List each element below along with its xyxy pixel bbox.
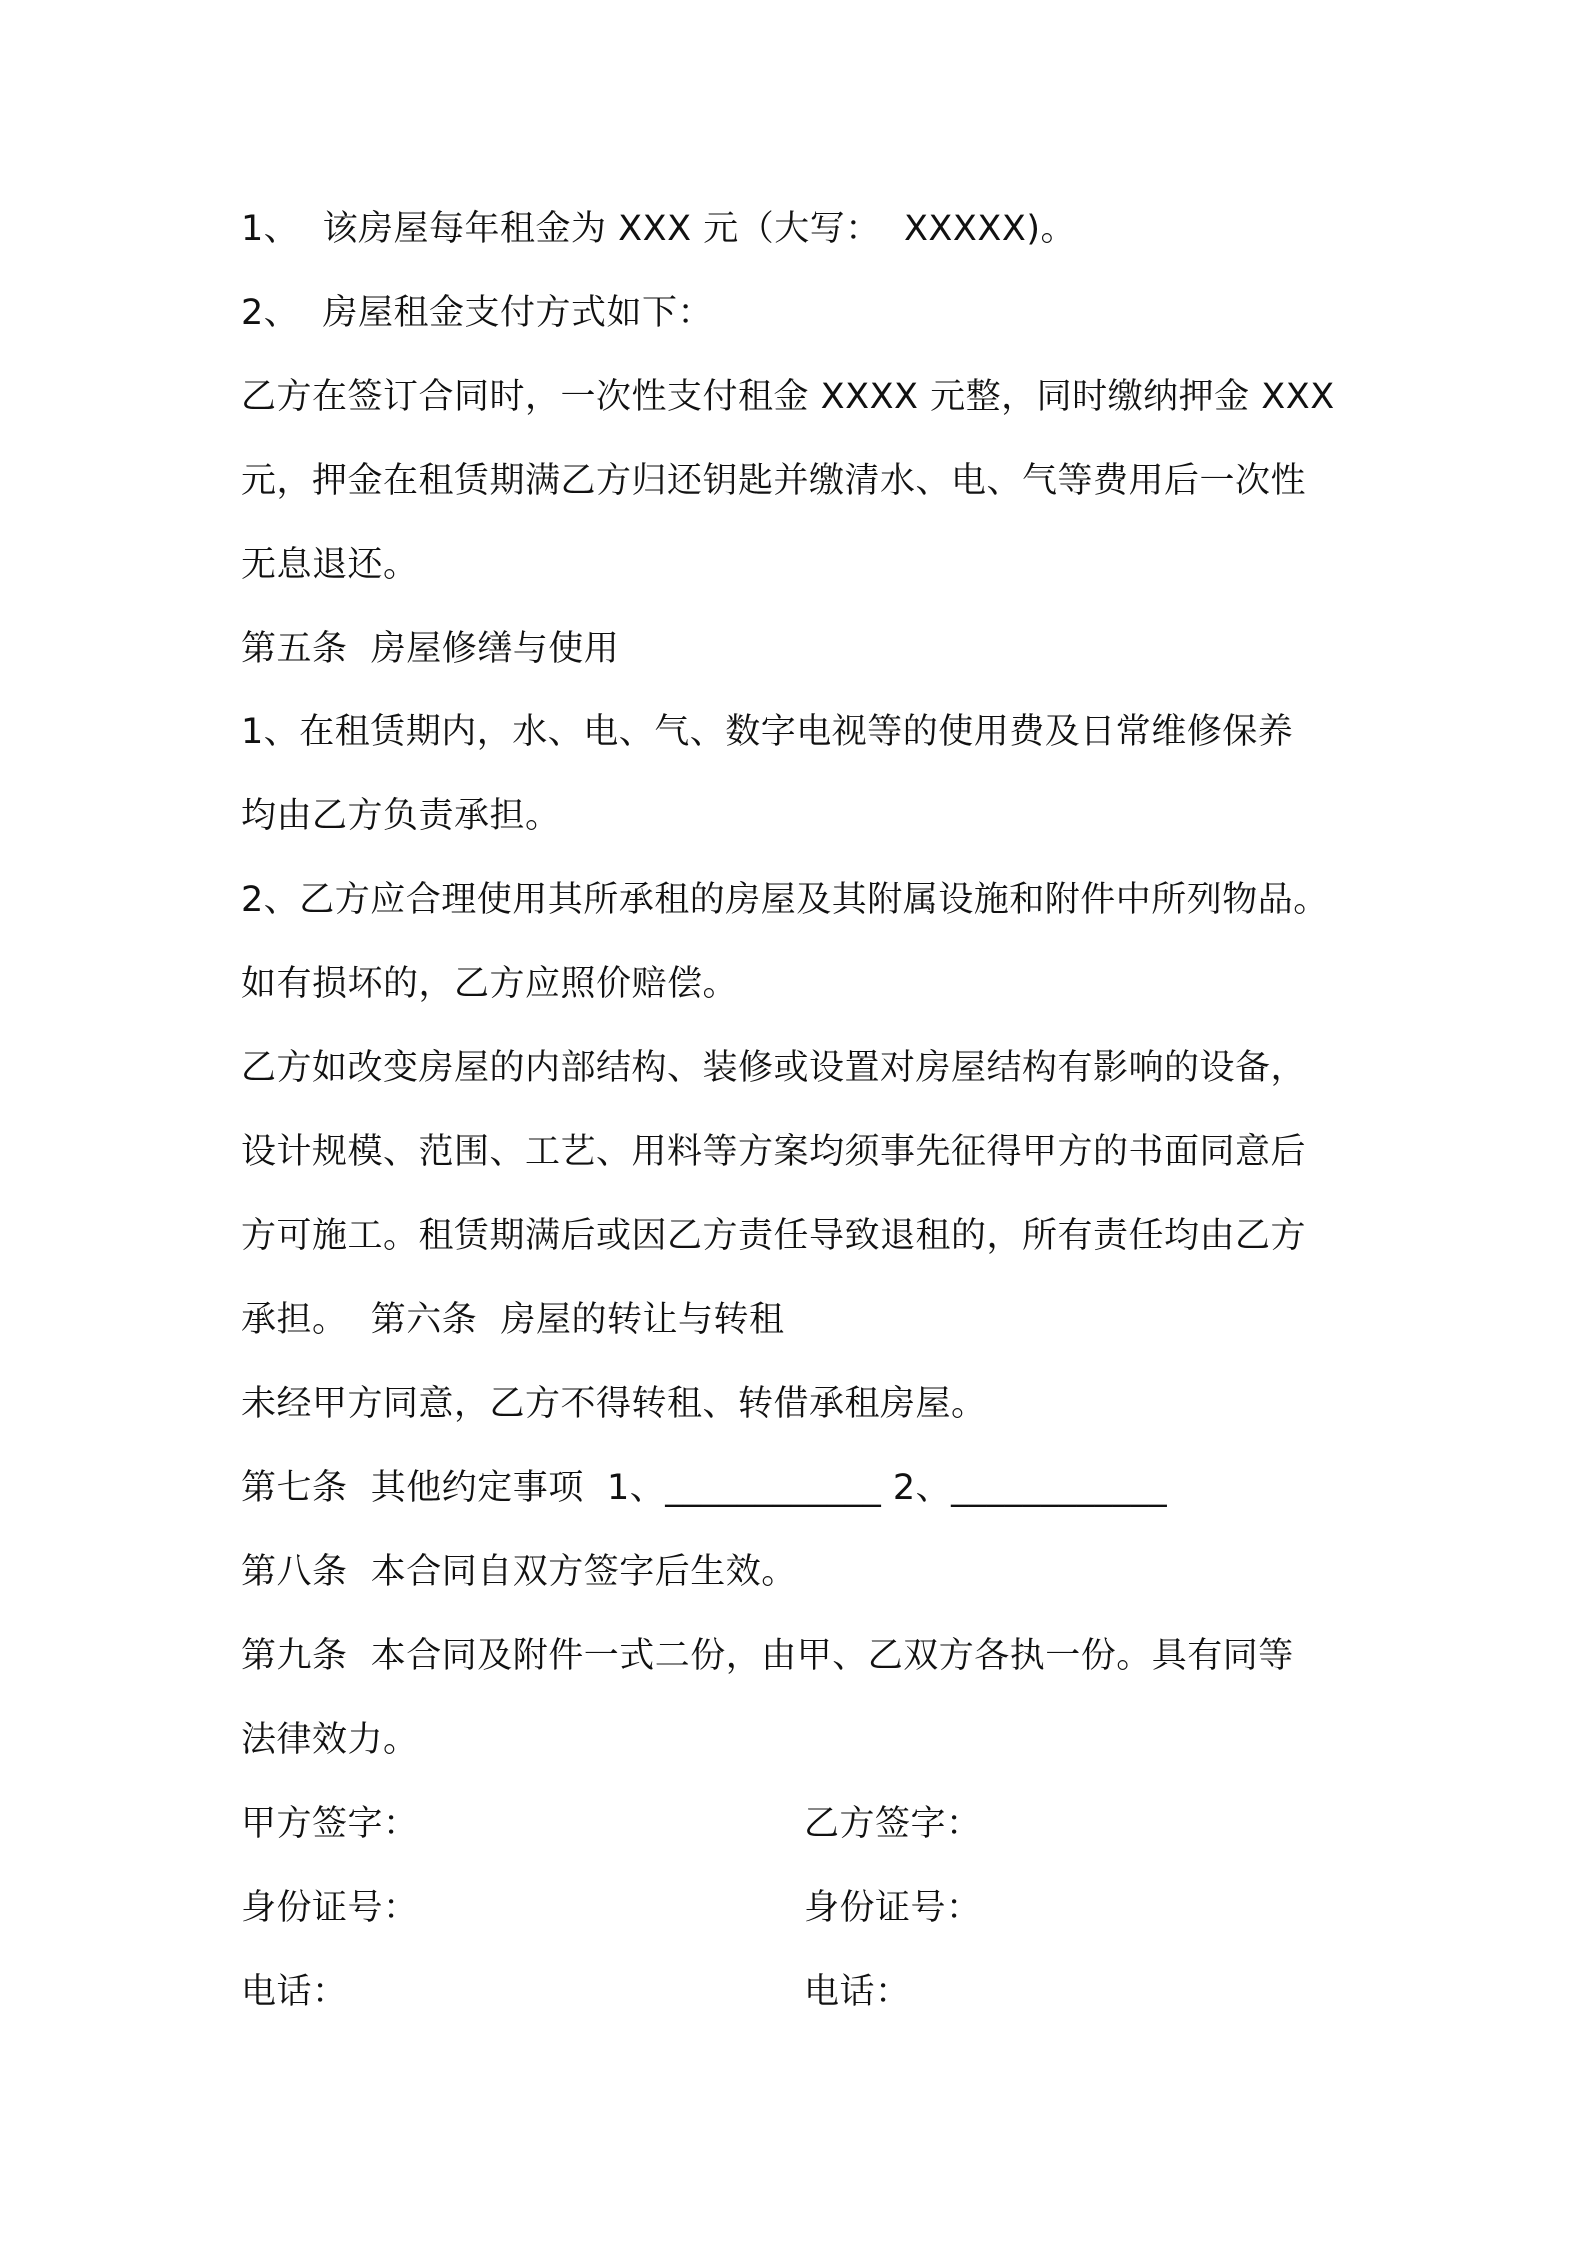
article-9-line: 第九条 本合同及附件一式二份，由甲、乙双方各执一份。具有同等 [241,1636,1294,1676]
article-7-line: 第七条 其他约定事项 1、____________ 2、____________ [241,1468,1168,1508]
party-a-signature-label: 甲方签字： [241,1804,419,1844]
article-8-line: 第八条 本合同自双方签字后生效。 [241,1552,797,1592]
paragraph-line: 无息退还。 [241,545,419,585]
paragraph-line: 元，押金在租赁期满乙方归还钥匙并缴清水、电、气等费用后一次性 [241,461,1307,501]
payment-method-line: 2、 房屋租金支付方式如下： [241,293,714,333]
rent-amount-line: 1、 该房屋每年租金为 XXX 元（大写： XXXXX)。 [241,209,1076,249]
article-5-heading: 第五条 房屋修缮与使用 [241,629,620,669]
article-6-heading: 承担。 第六条 房屋的转让与转租 [241,1300,785,1340]
paragraph-line: 均由乙方负责承担。 [241,796,561,836]
paragraph-line: 未经甲方同意，乙方不得转租、转借承租房屋。 [241,1384,987,1424]
paragraph-line: 方可施工。租赁期满后或因乙方责任导致退租的，所有责任均由乙方 [241,1216,1307,1256]
party-b-signature-label: 乙方签字： [804,1804,982,1844]
paragraph-line: 如有损坏的，乙方应照价赔偿。 [241,964,739,1004]
paragraph-line: 法律效力。 [241,1720,419,1760]
party-a-id-label: 身份证号： [241,1888,419,1928]
paragraph-line: 乙方如改变房屋的内部结构、装修或设置对房屋结构有影响的设备， [241,1048,1307,1088]
party-b-phone-label: 电话： [804,1972,911,2012]
paragraph-line: 设计规模、范围、工艺、用料等方案均须事先征得甲方的书面同意后 [241,1132,1307,1172]
paragraph-line: 2、乙方应合理使用其所承租的房屋及其附属设施和附件中所列物品。 [241,880,1329,920]
paragraph-line: 1、在租赁期内，水、电、气、数字电视等的使用费及日常维修保养 [241,712,1294,752]
party-b-id-label: 身份证号： [804,1888,982,1928]
paragraph-line: 乙方在签订合同时，一次性支付租金 XXXX 元整，同时缴纳押金 XXX [241,377,1335,417]
party-a-phone-label: 电话： [241,1972,348,2012]
